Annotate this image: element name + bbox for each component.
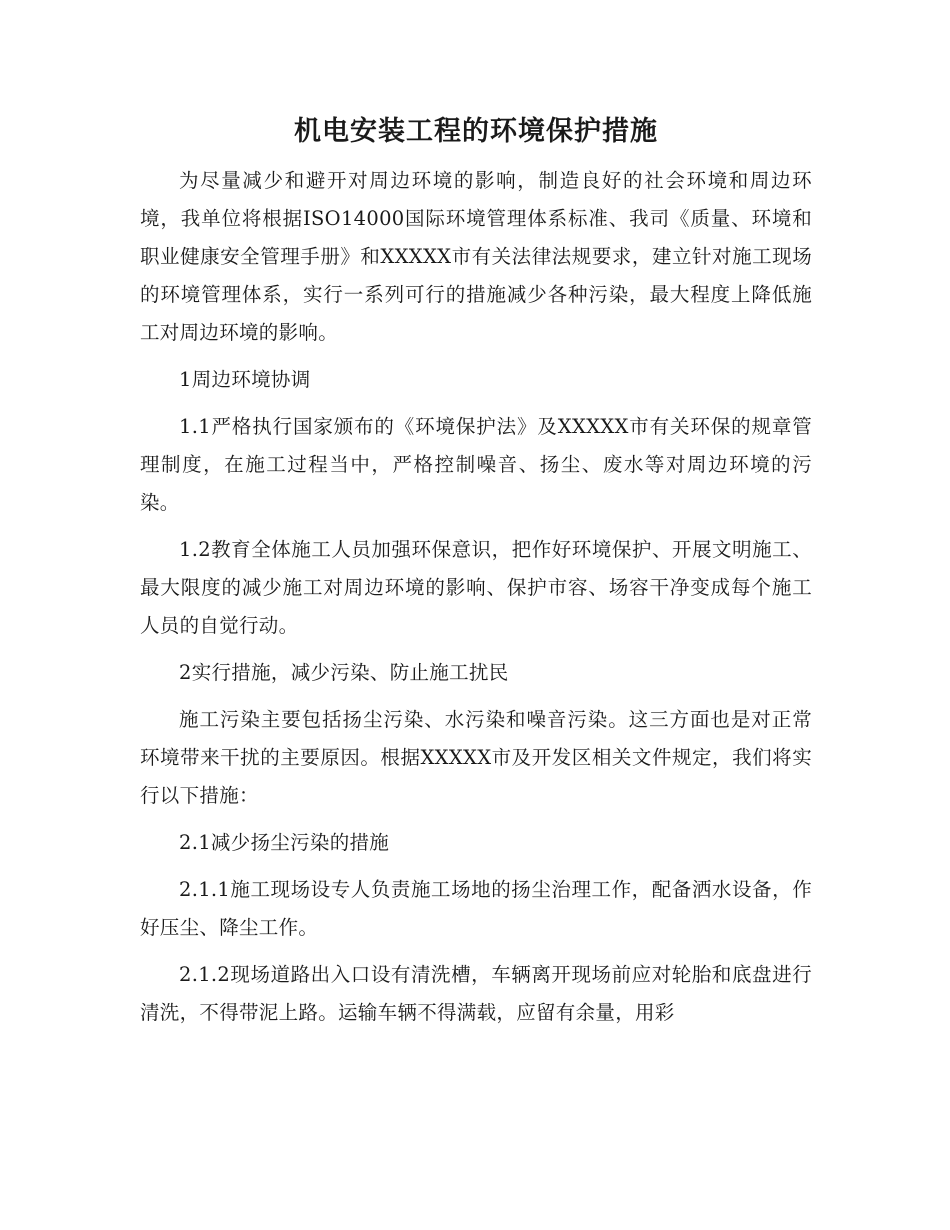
paragraph-2-1-2: 2.1.2现场道路出入口设有清洗槽，车辆离开现场前应对轮胎和底盘进行清洗，不得带泥上路。运输车辆不得满载，应留有余量，用彩 xyxy=(140,963,812,1024)
section-heading-2: 2实行措施，减少污染、防止施工扰民 xyxy=(179,661,509,684)
paragraph-1-2: 1.2教育全体施工人员加强环保意识，把作好环境保护、开展文明施工、最大限度的减少施工对周边环境的影响、保护市容、场容干净变成每个施工人员的自觉行动。 xyxy=(140,538,812,637)
document-page xyxy=(140,112,812,1041)
document-title: 机电安装工程的环境保护措施 xyxy=(294,116,658,147)
subsection-heading-2-1: 2.1减少扬尘污染的措施 xyxy=(179,831,390,854)
paragraph-2-1-1: 2.1.1施工现场设专人负责施工场地的扬尘治理工作，配备洒水设备，作好压尘、降尘工作。 xyxy=(140,878,812,939)
intro-paragraph: 为尽量减少和避开对周边环境的影响，制造良好的社会环境和周边环境，我单位将根据ISO14000国际环境管理体系标准、我司《质量、环境和职业健康安全管理手册》和XXXXX市有关法律法规要求，建立针对施工现场的环境管理体系，实行一系列可行的措施减少各种污染，最大程度上降低施工对周边环境的影响。 xyxy=(140,169,812,344)
section-heading-1: 1周边环境协调 xyxy=(179,368,311,391)
section-2-intro-paragraph: 施工污染主要包括扬尘污染、水污染和噪音污染。这三方面也是对正常环境带来干扰的主要原因。根据XXXXX市及开发区相关文件规定，我们将实行以下措施： xyxy=(140,708,812,807)
paragraph-1-1: 1.1严格执行国家颁布的《环境保护法》及XXXXX市有关环保的规章管理制度，在施工过程当中，严格控制噪音、扬尘、废水等对周边环境的污染。 xyxy=(140,415,812,514)
